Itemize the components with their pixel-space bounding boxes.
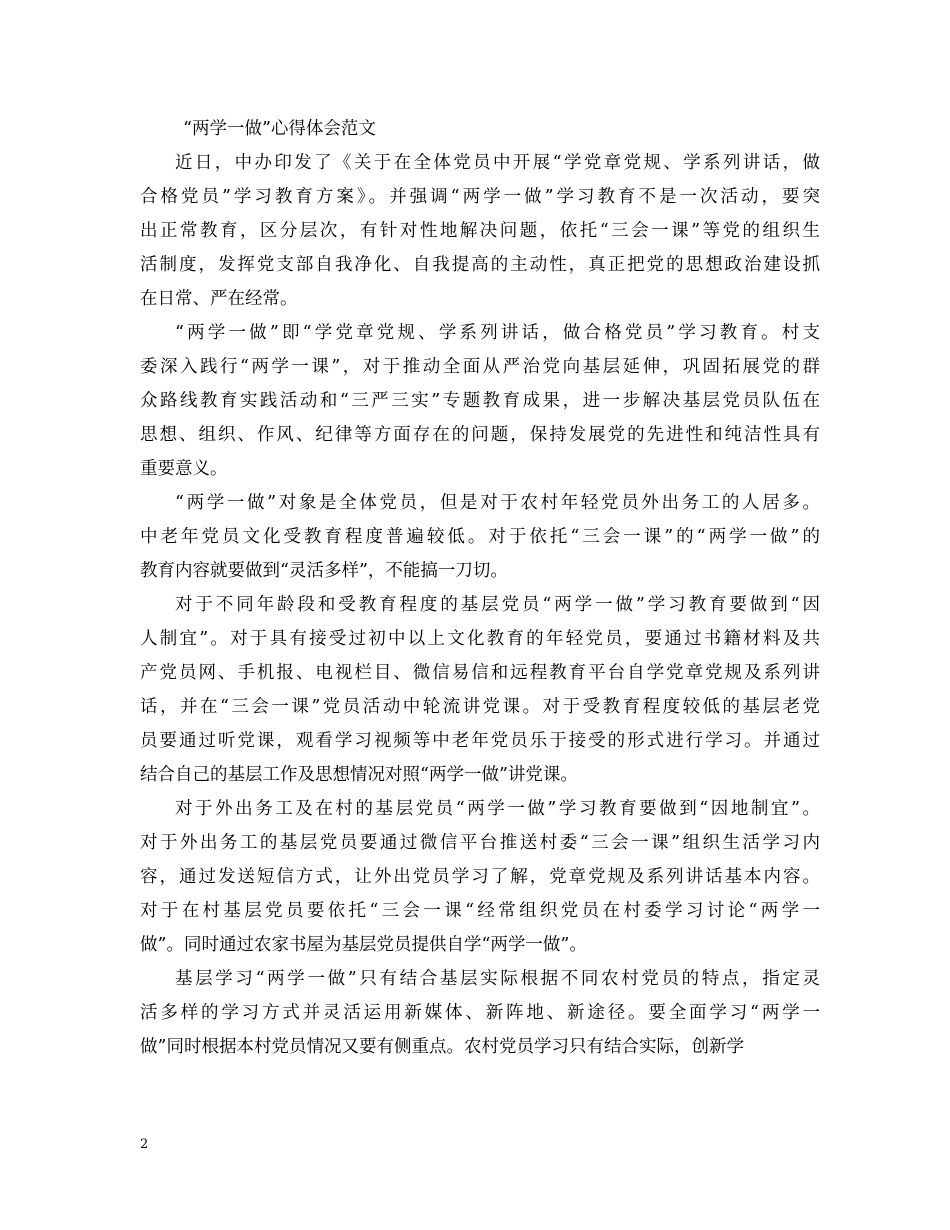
paragraph-line: 委深入践行“两学一课”，对于推动全面从严治党向基层延伸，巩固拓展党的群 (140, 357, 820, 377)
paragraph-line: 产党员网、手机报、电视栏目、微信易信和远程教育平台自学党章党规及系列讲 (140, 663, 820, 683)
paragraph-line: 活制度，发挥党支部自我净化、自我提高的主动性，真正把党的思想政治建设抓 (140, 255, 820, 275)
paragraph (140, 146, 820, 316)
paragraph-line: 中老年党员文化受教育程度普遍较低。对于依托“三会一课”的“两学一做”的 (140, 527, 820, 547)
page-number: 2 (140, 1137, 149, 1152)
paragraph-line: 活多样的学习方式并灵活运用新媒体、新阵地、新途径。要全面学习“两学一 (140, 1003, 820, 1023)
document-title: “两学一做”心得体会范文 (183, 119, 376, 139)
paragraph-line: 众路线教育实践活动和“三严三实”专题教育成果，进一步解决基层党员队伍在 (140, 391, 820, 411)
paragraph-line: 基层学习“两学一做”只有结合基层实际根据不同农村党员的特点，指定灵 (175, 969, 820, 989)
paragraph-line: 近日，中办印发了《关于在全体党员中开展“学党章党规、学系列讲话，做 (175, 153, 820, 173)
paragraph-line: 对于外出务工的基层党员要通过微信平台推送村委“三会一课”组织生活学习内 (140, 833, 820, 853)
paragraph-line: 对于在村基层党员要依托“三会一课“经常组织党员在村委学习讨论“两学一 (140, 901, 820, 921)
document-body (140, 112, 820, 1064)
paragraph-line: 做”。同时通过农家书屋为基层党员提供自学“两学一做”。 (140, 935, 587, 955)
paragraph-line: 话，并在“三会一课”党员活动中轮流讲党课。对于受教育程度较低的基层老党 (140, 697, 820, 717)
paragraph (140, 962, 820, 1064)
paragraph-line: 重要意义。 (140, 459, 228, 479)
paragraph (140, 486, 820, 588)
paragraph-line: “两学一做”对象是全体党员，但是对于农村年轻党员外出务工的人居多。 (175, 493, 820, 513)
paragraph-line: 对于外出务工及在村的基层党员“两学一做”学习教育要做到“因地制宜”。 (175, 799, 820, 819)
paragraph-line: 人制宜”。对于具有接受过初中以上文化教育的年轻党员，要通过书籍材料及共 (140, 629, 820, 649)
paragraph-line: 教育内容就要做到“灵活多样”，不能搞一刀切。 (140, 561, 508, 581)
paragraph-line: 在日常、严在经常。 (140, 289, 298, 309)
paragraph-line: 员要通过听党课，观看学习视频等中老年党员乐于接受的形式进行学习。并通过 (140, 731, 820, 751)
paragraph-line: 对于不同年龄段和受教育程度的基层党员“两学一做”学习教育要做到“因 (175, 595, 820, 615)
paragraph (140, 588, 820, 792)
paragraph-line: 思想、组织、作风、纪律等方面存在的问题，保持发展党的先进性和纯洁性具有 (140, 425, 820, 445)
paragraph-line: 合格党员”学习教育方案》。并强调“两学一做”学习教育不是一次活动，要突 (140, 187, 820, 207)
paragraph (140, 792, 820, 962)
paragraph-line: 结合自己的基层工作及思想情况对照“两学一做”讲党课。 (140, 765, 578, 785)
paragraph-line: 出正常教育，区分层次，有针对性地解决问题，依托“三会一课”等党的组织生 (140, 221, 820, 241)
paragraph-line: 容，通过发送短信方式，让外出党员学习了解，党章党规及系列讲话基本内容。 (140, 867, 820, 887)
paragraph-line: “两学一做”即“学党章党规、学系列讲话，做合格党员”学习教育。村支 (175, 323, 820, 343)
paragraph (140, 316, 820, 486)
paragraph-container (140, 146, 820, 1064)
paragraph-line: 做”同时根据本村党员情况又要有侧重点。农村党员学习只有结合实际，创新学 (140, 1037, 744, 1057)
